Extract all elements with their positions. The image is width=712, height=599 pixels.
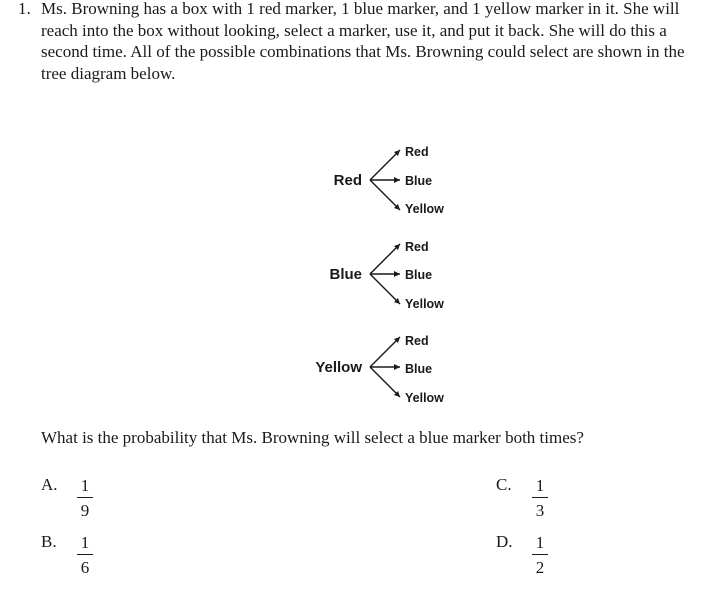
tree-leaf-yellow-yellow: Yellow [405,391,444,405]
choice-d-numerator: 1 [535,533,545,552]
tree-diagram [300,136,470,416]
tree-leaf-blue-red: Red [405,240,429,254]
choice-a[interactable] [41,475,101,525]
choice-a-denominator: 9 [80,501,90,520]
fraction-bar [77,497,93,498]
choice-b-letter: B. [41,532,57,551]
question-number: 1. [18,0,31,18]
choice-a-letter: A. [41,475,58,494]
choice-c-letter: C. [496,475,512,494]
choice-b-denominator: 6 [80,558,90,577]
fraction-bar [532,497,548,498]
choice-b-fraction [76,534,94,576]
tree-leaf-blue-blue: Blue [405,268,433,282]
choice-c-denominator: 3 [535,501,545,520]
choice-c-numerator: 1 [535,476,545,495]
choice-d[interactable] [496,532,556,582]
choice-b[interactable] [41,532,101,582]
tree-branch-blue [329,240,444,311]
choice-b-numerator: 1 [80,533,90,552]
tree-leaf-red-blue: Blue [405,174,433,188]
tree-branch-red [334,145,445,216]
question-text: Ms. Browning has a box with 1 red marker, 1 blue marker, and 1 yellow marker in it. She will reach into the box without looking, select a marker, use it, and put it back. She will do this a second time. All of the possible combinations that Ms. Browning could select are shown in the tree diagram below. [41,0,685,83]
tree-leaf-yellow-red: Red [405,334,429,348]
tree-root-red: Red [333,172,362,189]
choice-c-fraction [531,477,549,519]
choice-d-letter: D. [496,532,513,551]
tree-leaf-red-yellow: Yellow [405,202,444,216]
tree-branch-yellow [315,334,444,405]
question-prompt: What is the probability that Ms. Browning will select a blue marker both times? [41,428,584,447]
tree-root-blue: Blue [329,266,362,283]
fraction-bar [532,554,548,555]
tree-leaf-blue-yellow: Yellow [405,297,444,311]
tree-leaf-yellow-blue: Blue [405,362,433,376]
tree-leaf-red-red: Red [405,145,429,159]
fraction-bar [77,554,93,555]
choice-d-fraction [531,534,549,576]
choice-a-fraction [76,477,94,519]
choice-a-numerator: 1 [80,476,90,495]
choice-c[interactable] [496,475,556,525]
tree-root-yellow: Yellow [315,359,362,376]
choice-d-denominator: 2 [535,558,545,577]
